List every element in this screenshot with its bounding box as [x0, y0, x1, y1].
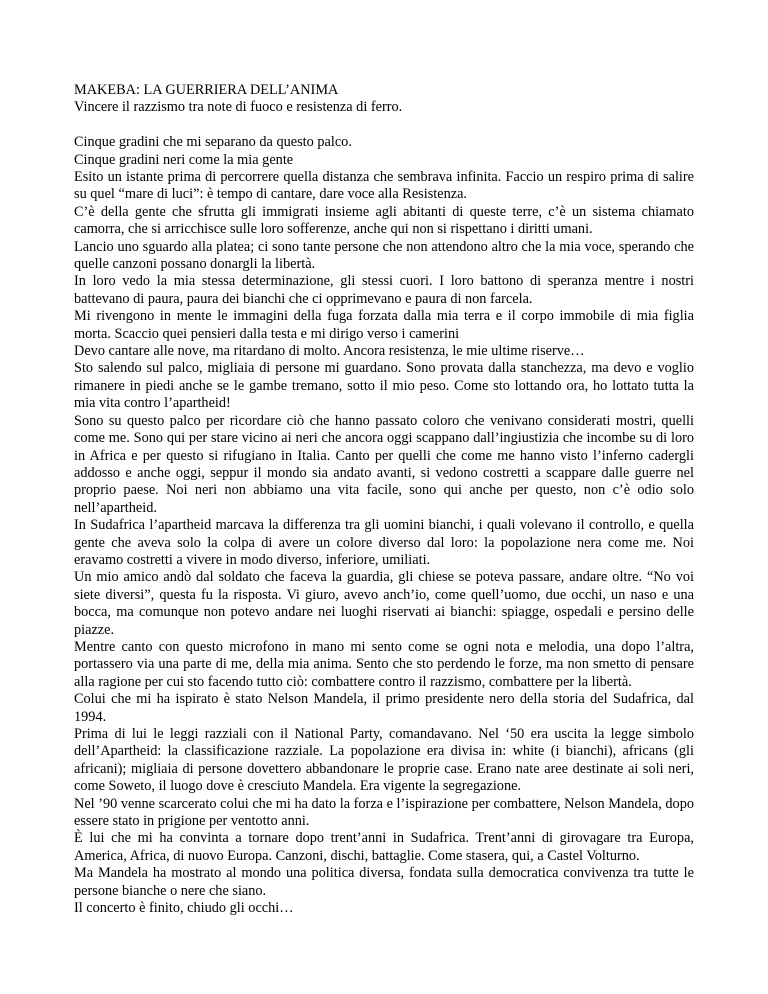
- paragraph: Lancio uno sguardo alla platea; ci sono tante persone che non attendono altro che la mia voce, sperando che quelle canzoni possano donargli la libertà.: [74, 238, 694, 273]
- document-page: [74, 82, 694, 917]
- paragraph: In Sudafrica l’apartheid marcava la differenza tra gli uomini bianchi, i quali volevano il controllo, e quella gente che aveva solo la colpa di avere un colore diverso dal loro: la popolazione nera come me. Noi eravamo costretti a vivere in modo diverso, inferiore, umiliati.: [74, 517, 694, 568]
- paragraph: Un mio amico andò dal soldato che faceva la guardia, gli chiese se poteva passare, andare oltre. “No voi siete diversi”, questa fu la risposta. Vi giuro, avevo anch’io, come quell’uomo, due occhi, un naso e una bocca, ma comunque non potevo andare nei luoghi riservati ai bianchi: spiagge, ospedali e persino delle piazze.: [74, 569, 694, 638]
- document-title: MAKEBA: LA GUERRIERA DELL’ANIMA: [74, 82, 339, 98]
- paragraph: Colui che mi ha ispirato è stato Nelson Mandela, il primo presidente nero della storia del Sudafrica, dal 1994.: [74, 691, 694, 725]
- paragraph: Mi rivengono in mente le immagini della fuga forzata dalla mia terra e il corpo immobile di mia figlia morta. Scaccio quei pensieri dalla testa e mi dirigo verso i camerini: [74, 308, 694, 342]
- paragraph: In loro vedo la mia stessa determinazione, gli stessi cuori. I loro battono di speranza mentre i nostri battevano di paura, paura dei bianchi che ci opprimevano e paura di non farcela.: [74, 273, 694, 307]
- paragraph: Prima di lui le leggi razziali con il National Party, comandavano. Nel ‘50 era uscita la legge simbolo dell’Apartheid: la classificazione razziale. La popolazione era divisa in: white (i bianchi), africans (gli africani); migliaia di persone dovettero abbandonare le proprie case. Erano nate aree destinate ai soli neri, come Soweto, il luogo dove è cresciuto Mandela. Era vigente la segregazione.: [74, 726, 694, 795]
- paragraph: Il concerto è finito, chiudo gli occhi…: [74, 900, 294, 917]
- paragraph: Ma Mandela ha mostrato al mondo una politica diversa, fondata sulla democratica convivenza tra tutte le persone bianche o nere che siano.: [74, 865, 694, 899]
- paragraph: Cinque gradini neri come la mia gente: [74, 151, 294, 168]
- document-body: [74, 134, 694, 917]
- document-subtitle: Vincere il razzismo tra note di fuoco e resistenza di ferro.: [74, 99, 403, 116]
- paragraph: Nel ’90 venne scarcerato colui che mi ha dato la forza e l’ispirazione per combattere, Nelson Mandela, dopo essere stato in prigione per ventotto anni.: [74, 795, 694, 830]
- paragraph: Cinque gradini che mi separano da questo palco.: [74, 134, 352, 151]
- paragraph: Devo cantare alle nove, ma ritardano di molto. Ancora resistenza, le mie ultime riserve…: [74, 343, 585, 360]
- paragraph: Mentre canto con questo microfono in mano mi sento come se ogni nota e melodia, una dopo l’altra, portassero via una parte di me, della mia anima. Sento che sto perdendo le forze, ma non smetto di pensare alla ragione per cui sto facendo tutto ciò: combattere contro il razzismo, combattere per la libertà.: [74, 638, 694, 690]
- document-heading: [74, 82, 694, 117]
- paragraph: È lui che mi ha convinta a tornare dopo trent’anni in Sudafrica. Trent’anni di girovagare tra Europa, America, Africa, di nuovo Europa. Canzoni, dischi, battaglie. Come stasera, qui, a Castel Volturno.: [74, 830, 694, 864]
- paragraph: Esito un istante prima di percorrere quella distanza che sembrava infinita. Faccio un respiro prima di salire su quel “mare di luci”: è tempo di cantare, dare voce alla Resistenza.: [74, 169, 694, 203]
- paragraph: Sono su questo palco per ricordare ciò che hanno passato coloro che venivano considerati mostri, quelli come me. Sono qui per stare vicino ai neri che ancora oggi scappano dall’ingiustizia che incombe su di loro in Africa e per questo si rifugiano in Italia. Canto per quelli che come me hanno visto l’inferno cadergli addosso e anche oggi, seppur il mondo sia andato avanti, si vedono costretti a scappare dalle guerre nel proprio paese. Noi neri non abbiamo una vita facile, sono qui anche per questo, non c’è odio solo nell’apartheid.: [74, 412, 694, 516]
- paragraph: Sto salendo sul palco, migliaia di persone mi guardano. Sono provata dalla stanchezza, ma devo e voglio rimanere in piedi anche se le gambe tremano, sotto il mio peso. Come sto lottando ora, ho lottato tutta la mia vita contro l’apartheid!: [74, 360, 694, 412]
- paragraph: C’è della gente che sfrutta gli immigrati insieme agli abitanti di queste terre, c’è un sistema chiamato camorra, che si arricchisce sulle loro sofferenze, anche qui non si rispettano i diritti umani.: [74, 203, 694, 238]
